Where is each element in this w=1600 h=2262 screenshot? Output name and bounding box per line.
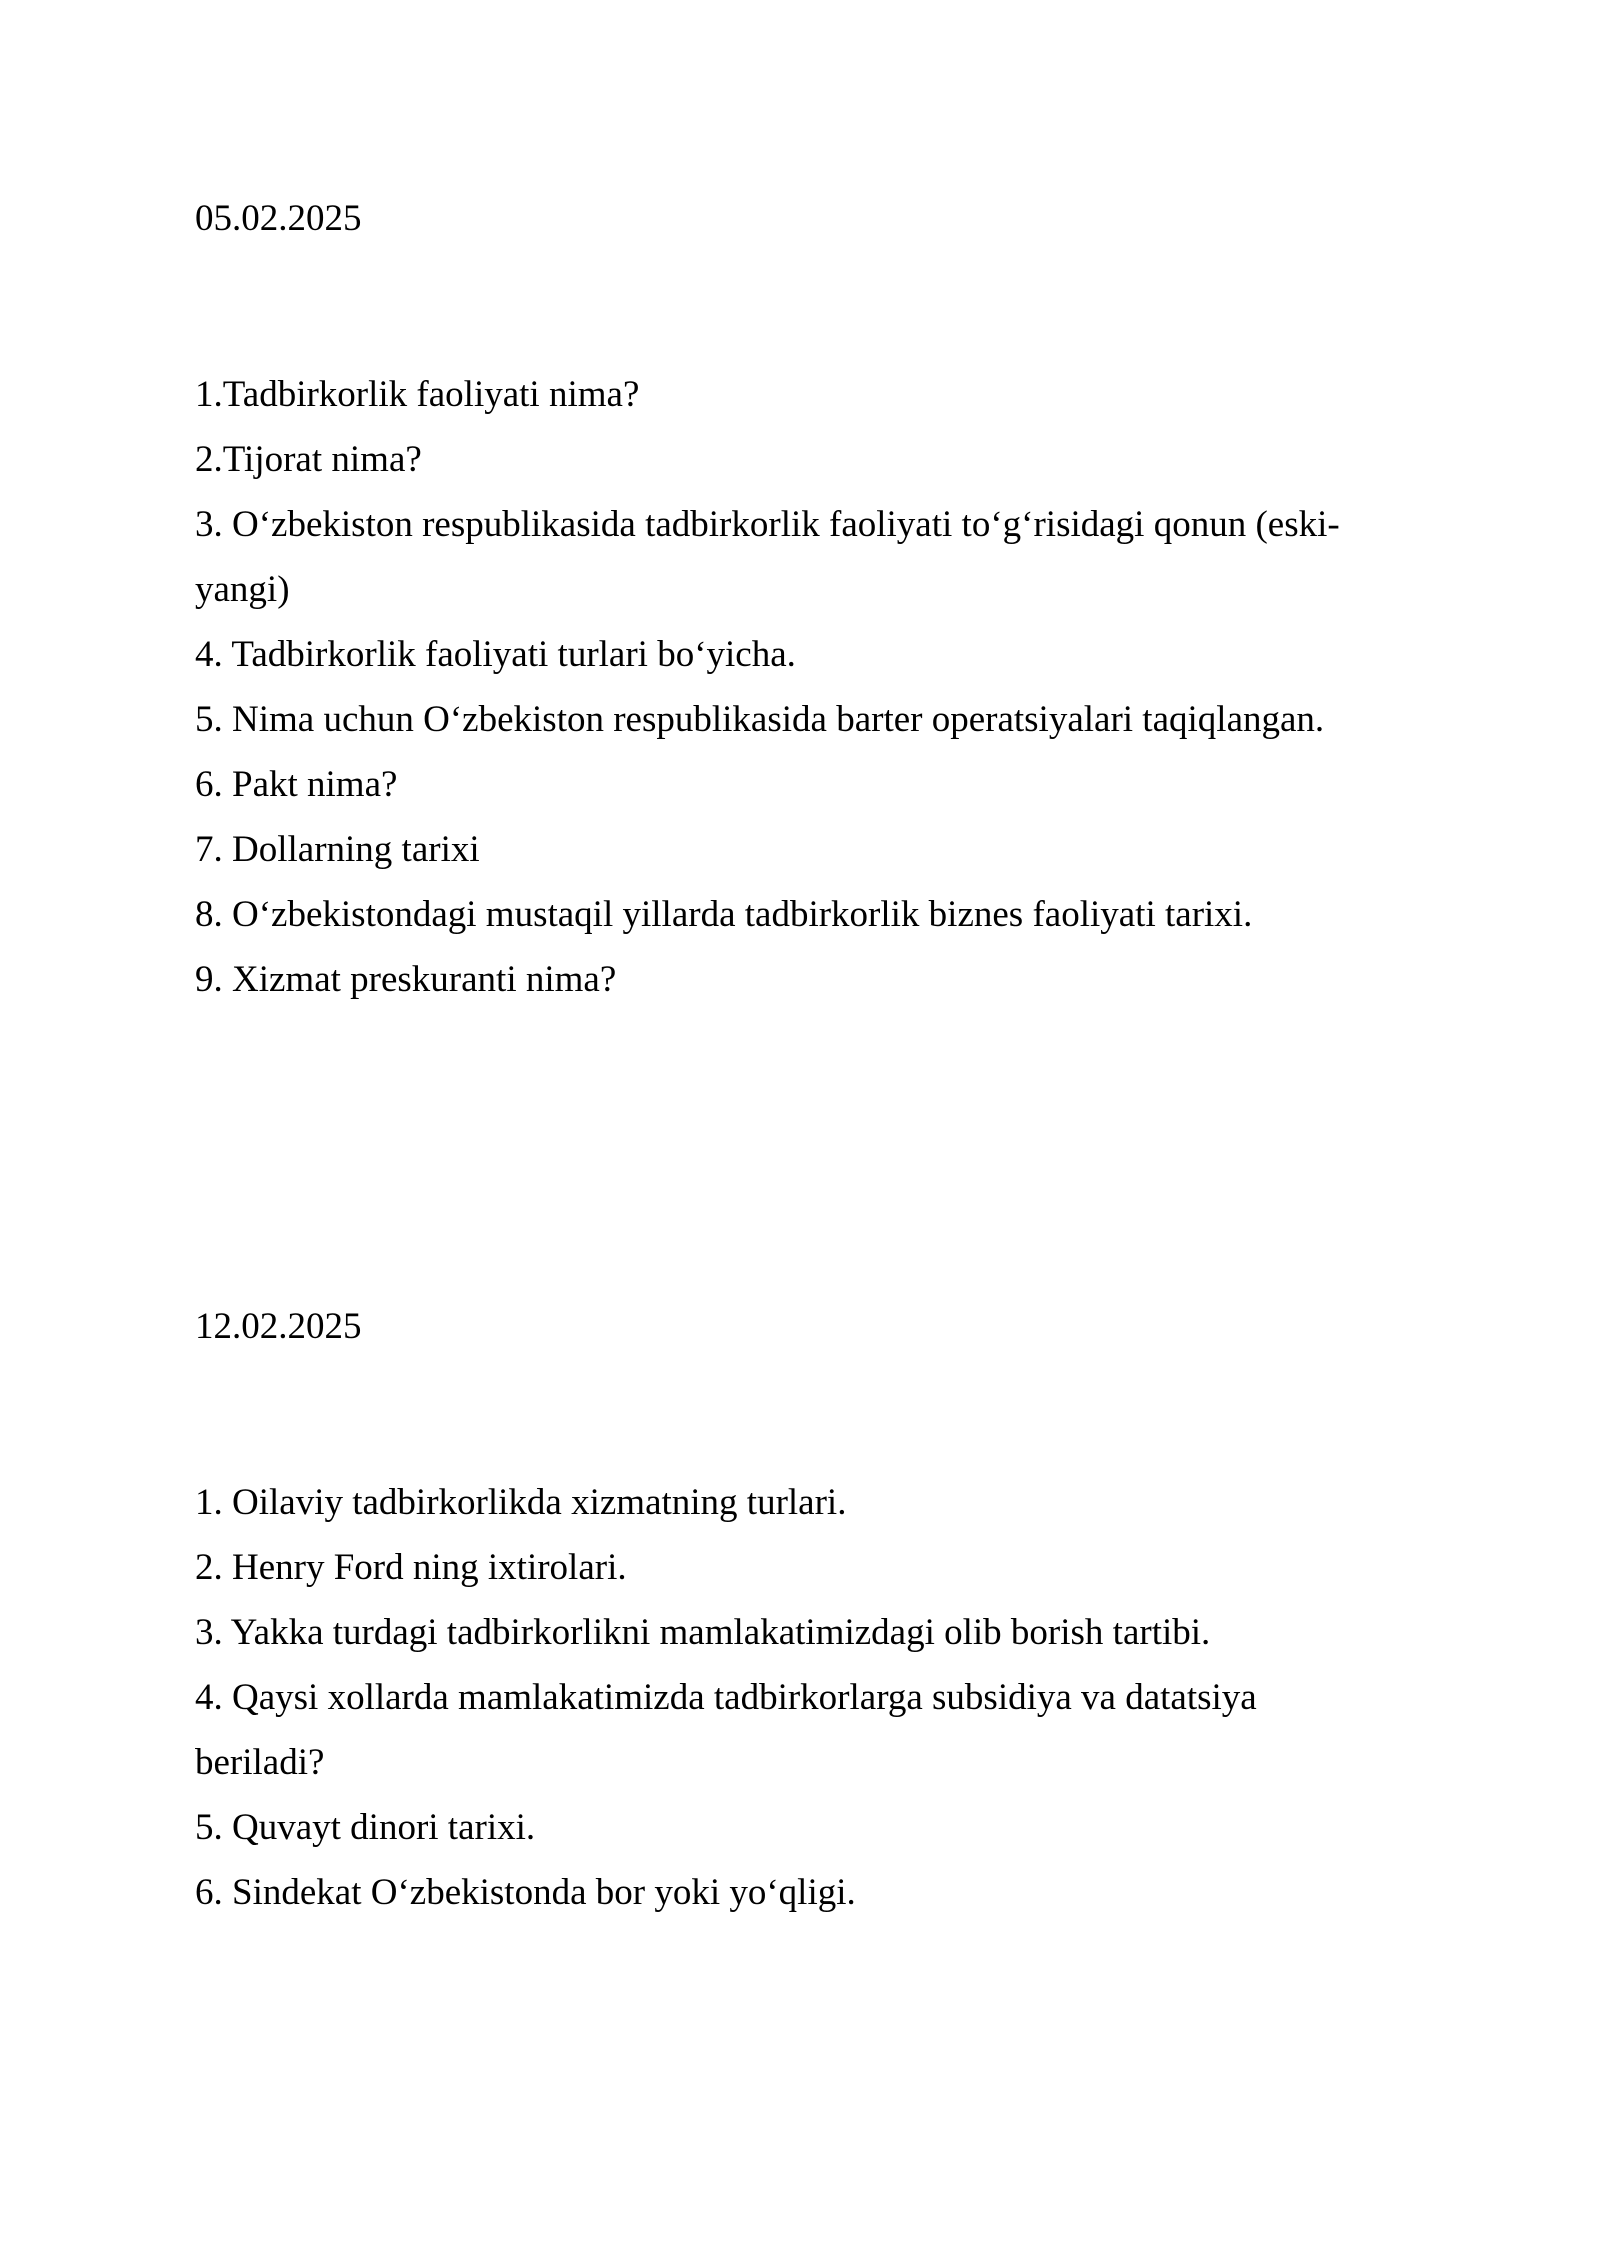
list-item: 5. Quvayt dinori tarixi. (195, 1807, 536, 1848)
list-item: 2. Henry Ford ning ixtirolari. (195, 1547, 627, 1588)
question-list (195, 1470, 1385, 1925)
list-item: 6. Sindekat O‘zbekistonda bor yoki yo‘qligi. (195, 1872, 856, 1913)
list-item: 1. Oilaviy tadbirkorlikda xizmatning turlari. (195, 1482, 847, 1523)
list-item: 7. Dollarning tarixi (195, 829, 480, 870)
list-item: 1.Tadbirkorlik faoliyati nima? (195, 374, 640, 415)
list-item: 5. Nima uchun O‘zbekiston respublikasida barter operatsiyalari taqiqlangan. (195, 699, 1325, 740)
list-item: 2.Tijorat nima? (195, 439, 422, 480)
question-list (195, 362, 1385, 1012)
section-date: 12.02.2025 (195, 1306, 362, 1347)
list-item: 8. O‘zbekistondagi mustaqil yillarda tadbirkorlik biznes faoliyati tarixi. (195, 894, 1253, 935)
list-item: 4. Tadbirkorlik faoliyati turlari bo‘yicha. (195, 634, 796, 675)
list-item: 4. Qaysi xollarda mamlakatimizda tadbirkorlarga subsidiya va datatsiya beriladi? (195, 1677, 1257, 1783)
section-date: 05.02.2025 (195, 198, 362, 239)
list-item: 6. Pakt nima? (195, 764, 398, 805)
list-item: 9. Xizmat preskuranti nima? (195, 959, 617, 1000)
list-item: 3. Yakka turdagi tadbirkorlikni mamlakatimizdagi olib borish tartibi. (195, 1612, 1211, 1653)
list-item: 3. O‘zbekiston respublikasida tadbirkorlik faoliyati to‘g‘risidagi qonun (eski-yangi) (195, 504, 1340, 610)
